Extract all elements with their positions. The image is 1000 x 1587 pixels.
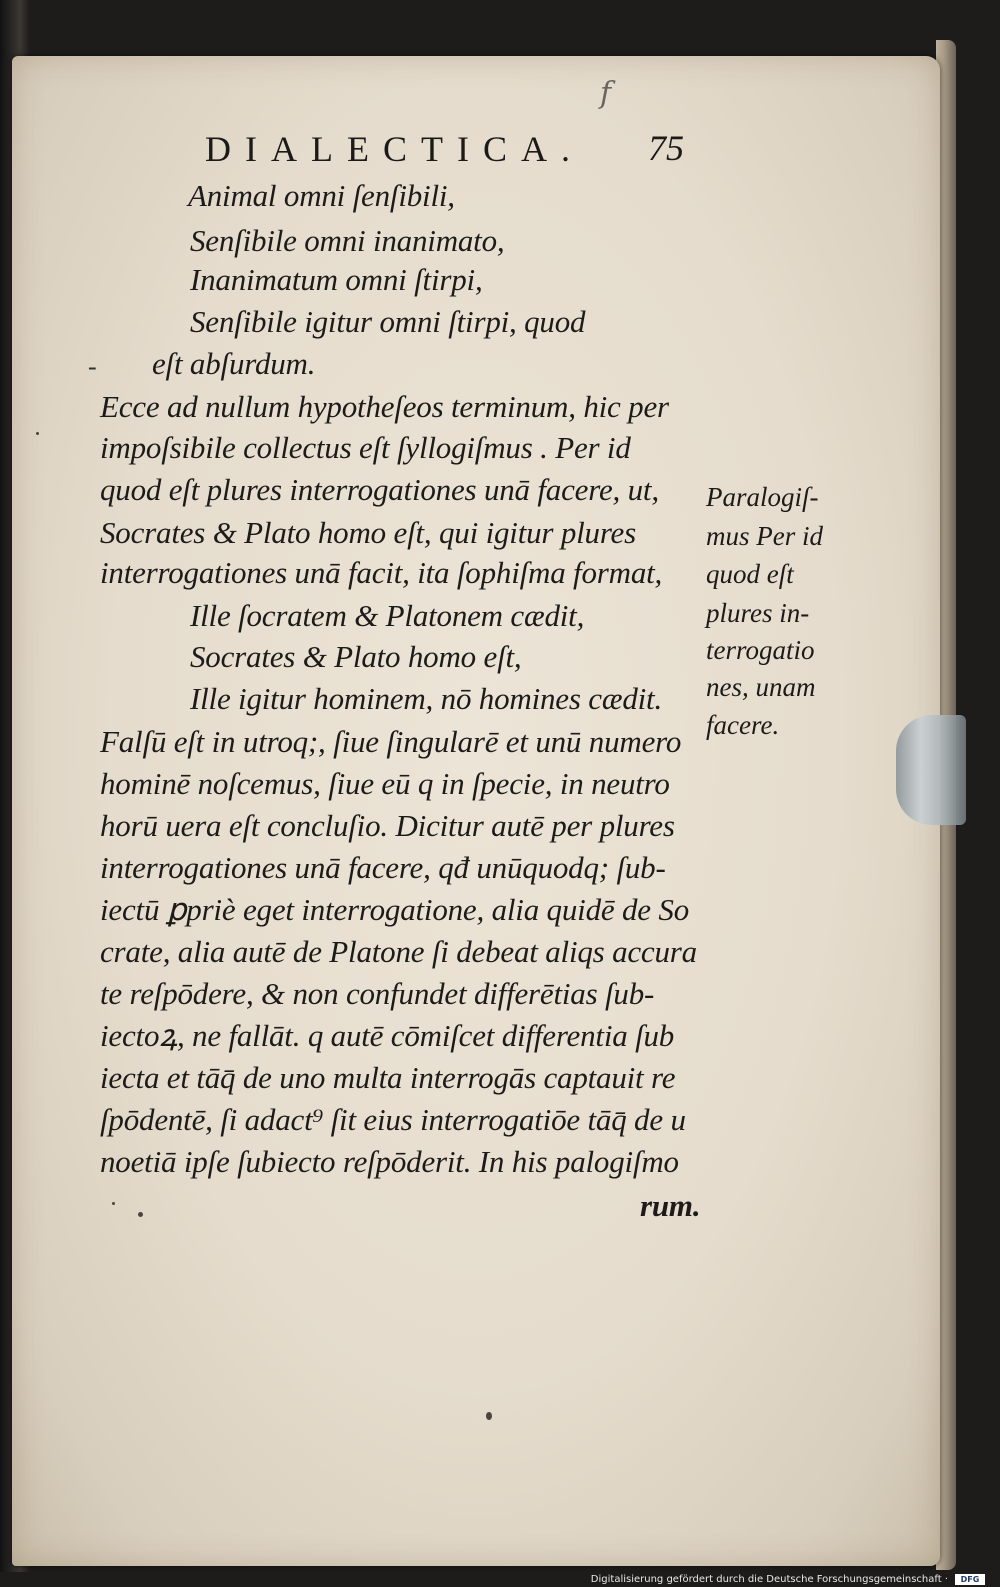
text-line: noetiā ipſe ſubiecto reſpōderit. In his palogiſmo: [100, 1144, 679, 1179]
text-line: iectū ꝑpriè eget interrogatione, alia quidē de So: [100, 892, 689, 927]
verse-line: Inanimatum omni ſtirpi,: [190, 262, 483, 297]
text-line: Ecce ad nullum hypotheſeos terminum, hic per: [100, 389, 669, 424]
margin-note-line: nes, unam: [706, 672, 816, 702]
margin-note-line: Paralogiſ-: [706, 482, 819, 512]
verse-line: eſt abſurdum.: [152, 346, 316, 381]
margin-note-line: plures in-: [706, 598, 810, 628]
dfg-logo: DFG: [955, 1574, 985, 1585]
catchword: rum.: [640, 1188, 701, 1223]
margin-note-line: mus Per id: [706, 521, 823, 551]
text-line: te reſpōdere, & non confundet differētias ſub-: [100, 976, 655, 1011]
ink-speck: [112, 1202, 115, 1205]
text-line: Falſū eſt in utroq;, ſiue ſingularē et unū numero: [100, 724, 682, 759]
text-line: horū uera eſt concluſio. Dicitur autē per plures: [100, 808, 675, 843]
ink-speck: [138, 1212, 143, 1217]
margin-dash: -: [88, 352, 97, 381]
text-line: quod eſt plures interrogationes unā facere, ut,: [100, 472, 659, 507]
verse-line: Senſibile igitur omni ſtirpi, quod: [190, 304, 586, 339]
running-head: DIALECTICA.: [205, 129, 584, 169]
text-line: interrogationes unā facere, qđ unūquodq; ſub-: [100, 850, 666, 885]
verse-line: Ille ſocratem & Platonem cædit,: [190, 598, 585, 633]
margin-note-line: quod eſt: [706, 559, 794, 589]
text-line: hominē noſcemus, ſiue eū q in ſpecie, in neutro: [100, 766, 670, 801]
text-line: iecta et tāq̄ de uno multa interrogās captauit re: [100, 1060, 676, 1095]
text-line: interrogationes unā facit, ita ſophiſma format,: [100, 555, 663, 590]
text-line: iectoꝝ, ne fallāt. q autē cōmiſcet differentia ſub: [100, 1018, 675, 1053]
verse-line: Animal omni ſenſibili,: [188, 178, 455, 213]
ink-speck: [36, 432, 39, 435]
ink-speck: [486, 1412, 492, 1420]
verse-line: Ille igitur hominem, nō homines cædit.: [190, 681, 662, 716]
margin-note-line: terrogatio: [706, 635, 815, 665]
page-number: 75: [648, 128, 684, 168]
text-line: impoſsibile collectus eſt ſyllogiſmus . Per id: [100, 430, 631, 465]
page-clip: [896, 715, 966, 825]
verse-line: Senſibile omni inanimato,: [190, 223, 505, 258]
verse-line: Socrates & Plato homo eſt,: [190, 639, 522, 674]
text-line: ſpōdentē, ſi adact⁹ ſit eius interrogatiōe tāq̄ de u: [100, 1102, 686, 1137]
text-line: Socrates & Plato homo eſt, qui igitur plures: [100, 515, 636, 550]
margin-note-line: facere.: [706, 710, 780, 740]
text-line: crate, alia autē de Platone ſi debeat aliqs accura: [100, 934, 697, 969]
top-mark: f: [600, 76, 612, 111]
footer-credit: Digitalisierung gefördert durch die Deutsche Forschungsgemeinschaft ·: [590, 1574, 948, 1585]
